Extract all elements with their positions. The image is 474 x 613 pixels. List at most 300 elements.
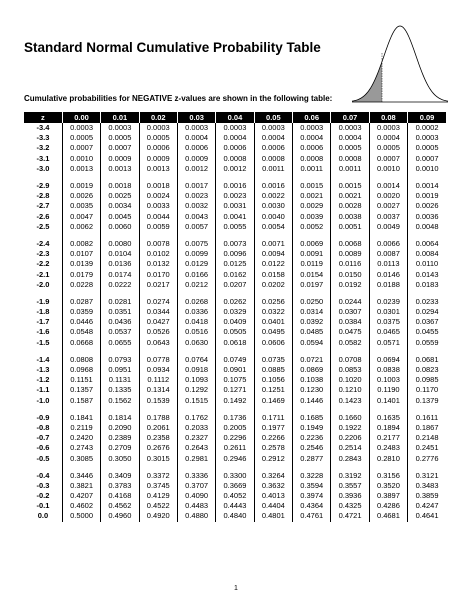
probability-cell: 0.0013	[139, 164, 177, 174]
probability-cell: 0.0052	[293, 222, 331, 232]
group-spacer	[24, 174, 446, 181]
header-col: 0.04	[216, 112, 254, 123]
table-row	[24, 164, 446, 174]
probability-cell: 0.1762	[177, 413, 215, 423]
z-value-cell: -2.1	[24, 269, 62, 279]
probability-cell: 0.0007	[369, 154, 407, 164]
z-value-cell: -0.2	[24, 491, 62, 501]
probability-cell: 0.1292	[177, 385, 215, 395]
probability-cell: 0.2743	[62, 443, 100, 453]
probability-cell: 0.3446	[62, 471, 100, 481]
probability-cell: 0.0968	[62, 365, 100, 375]
probability-cell: 0.2912	[254, 453, 292, 463]
probability-cell: 0.0028	[331, 201, 369, 211]
probability-cell: 0.0006	[139, 143, 177, 153]
probability-cell: 0.4129	[139, 491, 177, 501]
spacer-cell	[293, 232, 331, 239]
probability-cell: 0.1894	[369, 423, 407, 433]
probability-cell: 0.0102	[139, 249, 177, 259]
probability-cell: 0.1401	[369, 396, 407, 406]
spacer-cell	[216, 290, 254, 297]
probability-cell: 0.0043	[177, 212, 215, 222]
probability-cell: 0.0003	[101, 123, 139, 133]
probability-cell: 0.0301	[369, 307, 407, 317]
probability-cell: 0.0003	[216, 123, 254, 133]
table-row	[24, 471, 446, 481]
probability-cell: 0.1075	[216, 375, 254, 385]
probability-cell: 0.1151	[62, 375, 100, 385]
spacer-cell	[139, 464, 177, 471]
probability-cell: 0.3594	[293, 481, 331, 491]
probability-cell: 0.3192	[331, 471, 369, 481]
spacer-cell	[293, 406, 331, 413]
probability-cell: 0.0008	[216, 154, 254, 164]
probability-cell: 0.0735	[254, 355, 292, 365]
probability-cell: 0.0020	[369, 191, 407, 201]
probability-cell: 0.0019	[415, 191, 439, 201]
probability-cell: 0.2119	[62, 423, 100, 433]
spacer-cell	[369, 232, 407, 239]
table-row	[24, 201, 446, 211]
probability-cell: 0.0024	[139, 191, 177, 201]
z-value-cell: 0.0	[24, 511, 62, 521]
probability-cell: 0.3156	[369, 471, 407, 481]
probability-cell: 0.0003	[369, 123, 407, 133]
probability-cell: 0.2327	[177, 433, 215, 443]
table-row	[24, 143, 446, 153]
probability-cell: 0.0057	[177, 222, 215, 232]
spacer-cell	[369, 174, 407, 181]
z-value-cell: -1.3	[24, 365, 62, 375]
spacer-cell	[293, 174, 331, 181]
table-row	[24, 222, 446, 232]
probability-cell: 0.4247	[415, 501, 439, 511]
probability-cell: 0.1711	[254, 413, 292, 423]
probability-cell: 0.2676	[139, 443, 177, 453]
probability-cell: 0.0016	[254, 181, 292, 191]
probability-cell: 0.0007	[415, 153, 439, 163]
probability-cell: 0.0078	[139, 239, 177, 249]
probability-cell: 0.4681	[369, 511, 407, 521]
probability-cell: 0.0708	[331, 355, 369, 365]
probability-cell: 0.2420	[62, 433, 100, 443]
probability-cell: 0.0336	[177, 307, 215, 317]
normal-curve-illustration	[350, 14, 450, 106]
probability-cell: 0.0166	[177, 269, 215, 279]
probability-cell: 0.2148	[415, 433, 439, 443]
probability-cell: 0.0005	[415, 143, 439, 153]
spacer-cell	[62, 406, 100, 413]
probability-cell: 0.2266	[254, 433, 292, 443]
table-row	[24, 249, 446, 259]
probability-cell: 0.0174	[101, 269, 139, 279]
probability-cell: 0.2177	[369, 433, 407, 443]
probability-cell: 0.0418	[177, 317, 215, 327]
spacer-cell	[331, 348, 369, 355]
z-value-cell: -1.0	[24, 396, 62, 406]
probability-cell: 0.0006	[216, 143, 254, 153]
probability-cell: 0.0033	[139, 201, 177, 211]
probability-cell: 0.1635	[369, 413, 407, 423]
probability-cell: 0.2981	[177, 453, 215, 463]
probability-cell: 0.0192	[331, 280, 369, 290]
group-spacer	[24, 406, 446, 413]
probability-cell: 0.3085	[62, 453, 100, 463]
probability-cell: 0.0618	[216, 338, 254, 348]
table-row	[24, 413, 446, 423]
probability-cell: 0.0485	[293, 327, 331, 337]
probability-cell: 0.0934	[139, 365, 177, 375]
probability-cell: 0.1093	[177, 375, 215, 385]
probability-cell: 0.0668	[62, 338, 100, 348]
probability-cell: 0.0011	[293, 164, 331, 174]
probability-cell: 0.4013	[254, 491, 292, 501]
probability-cell: 0.4207	[62, 491, 100, 501]
page-number: 1	[234, 585, 238, 592]
spacer-cell	[331, 232, 369, 239]
z-value-cell: -1.1	[24, 385, 62, 395]
table-row	[24, 307, 446, 317]
probability-cell: 0.0359	[62, 307, 100, 317]
spacer-cell	[177, 290, 215, 297]
z-value-cell: -0.4	[24, 471, 62, 481]
probability-cell: 0.0073	[216, 239, 254, 249]
probability-cell: 0.0268	[177, 297, 215, 307]
probability-cell: 0.0104	[101, 249, 139, 259]
probability-cell: 0.1949	[293, 423, 331, 433]
probability-cell: 0.1357	[62, 385, 100, 395]
probability-cell: 0.0005	[62, 133, 100, 143]
probability-cell: 0.1841	[62, 413, 100, 423]
table-header-row	[24, 112, 446, 123]
table-row	[24, 181, 446, 191]
probability-cell: 0.3483	[415, 480, 439, 490]
probability-cell: 0.0099	[177, 249, 215, 259]
probability-cell: 0.1492	[216, 396, 254, 406]
probability-cell: 0.0559	[415, 337, 439, 347]
probability-cell: 0.1587	[62, 396, 100, 406]
z-value-cell: -0.6	[24, 443, 62, 453]
probability-cell: 0.1922	[331, 423, 369, 433]
probability-cell: 0.0023	[216, 191, 254, 201]
probability-cell: 0.1314	[139, 385, 177, 395]
spacer-cell	[293, 348, 331, 355]
probability-cell: 0.0853	[331, 365, 369, 375]
probability-cell: 0.0059	[139, 222, 177, 232]
probability-cell: 0.2451	[415, 443, 439, 453]
probability-cell: 0.0136	[101, 259, 139, 269]
probability-cell: 0.0008	[254, 154, 292, 164]
spacer-cell	[408, 406, 446, 413]
probability-cell: 0.0022	[254, 191, 292, 201]
table-row	[24, 269, 446, 279]
probability-cell: 0.0080	[101, 239, 139, 249]
probability-cell: 0.0516	[177, 327, 215, 337]
probability-cell: 0.0015	[331, 181, 369, 191]
probability-cell: 0.0019	[62, 181, 100, 191]
z-value-cell: -0.3	[24, 481, 62, 491]
probability-cell: 0.0023	[177, 191, 215, 201]
probability-cell: 0.0630	[177, 338, 215, 348]
probability-cell: 0.2005	[216, 423, 254, 433]
probability-cell: 0.0329	[216, 307, 254, 317]
spacer-cell	[408, 464, 446, 471]
probability-cell: 0.4721	[331, 511, 369, 521]
z-value-cell: -3.1	[24, 154, 62, 164]
probability-cell: 0.2946	[216, 453, 254, 463]
probability-cell: 0.0008	[293, 154, 331, 164]
spacer-cell	[24, 232, 62, 239]
probability-cell: 0.0044	[139, 212, 177, 222]
z-value-cell: -3.0	[24, 164, 62, 174]
spacer-cell	[254, 464, 292, 471]
spacer-cell	[62, 348, 100, 355]
spacer-cell	[177, 174, 215, 181]
probability-cell: 0.0029	[293, 201, 331, 211]
probability-cell: 0.4801	[254, 511, 292, 521]
z-value-cell: -0.9	[24, 413, 62, 423]
probability-cell: 0.2776	[415, 453, 439, 463]
spacer-cell	[101, 348, 139, 355]
probability-cell: 0.0005	[369, 143, 407, 153]
probability-cell: 0.0202	[254, 280, 292, 290]
z-table	[24, 112, 446, 522]
header-col: 0.07	[331, 112, 369, 123]
probability-cell: 0.1539	[139, 396, 177, 406]
probability-cell: 0.2206	[331, 433, 369, 443]
probability-cell: 0.4286	[369, 501, 407, 511]
probability-cell: 0.0014	[369, 181, 407, 191]
probability-cell: 0.0465	[369, 327, 407, 337]
probability-cell: 0.0066	[369, 239, 407, 249]
spacer-cell	[254, 174, 292, 181]
probability-cell: 0.0183	[415, 279, 439, 289]
probability-cell: 0.0571	[369, 338, 407, 348]
probability-cell: 0.3050	[101, 453, 139, 463]
table-row	[24, 511, 446, 521]
probability-cell: 0.3015	[139, 453, 177, 463]
probability-cell: 0.0003	[62, 123, 100, 133]
probability-cell: 0.3821	[62, 481, 100, 491]
probability-cell: 0.0012	[216, 164, 254, 174]
probability-cell: 0.0436	[101, 317, 139, 327]
table-row	[24, 443, 446, 453]
spacer-cell	[293, 290, 331, 297]
probability-cell: 0.1271	[216, 385, 254, 395]
probability-cell: 0.0401	[254, 317, 292, 327]
probability-cell: 0.0778	[139, 355, 177, 365]
probability-cell: 0.0537	[101, 327, 139, 337]
probability-cell: 0.1190	[369, 385, 407, 395]
probability-cell: 0.0096	[216, 249, 254, 259]
probability-cell: 0.2843	[331, 453, 369, 463]
probability-cell: 0.0055	[216, 222, 254, 232]
probability-cell: 0.3264	[254, 471, 292, 481]
probability-cell: 0.0274	[139, 297, 177, 307]
probability-cell: 0.3520	[369, 481, 407, 491]
z-value-cell: -0.1	[24, 501, 62, 511]
probability-cell: 0.0207	[216, 280, 254, 290]
spacer-cell	[216, 232, 254, 239]
spacer-cell	[24, 348, 62, 355]
spacer-cell	[139, 348, 177, 355]
spacer-cell	[331, 174, 369, 181]
probability-cell: 0.4168	[101, 491, 139, 501]
z-value-cell: -2.6	[24, 212, 62, 222]
table-row	[24, 317, 446, 327]
probability-cell: 0.0188	[369, 280, 407, 290]
probability-cell: 0.3336	[177, 471, 215, 481]
probability-cell: 0.3632	[254, 481, 292, 491]
probability-cell: 0.4522	[139, 501, 177, 511]
probability-cell: 0.0764	[177, 355, 215, 365]
probability-cell: 0.0027	[369, 201, 407, 211]
probability-cell: 0.3669	[216, 481, 254, 491]
probability-cell: 0.0228	[62, 280, 100, 290]
spacer-cell	[408, 290, 446, 297]
probability-cell: 0.0244	[331, 297, 369, 307]
probability-cell: 0.4761	[293, 511, 331, 521]
probability-cell: 0.0885	[254, 365, 292, 375]
spacer-cell	[62, 464, 100, 471]
probability-cell: 0.0037	[369, 212, 407, 222]
header-col: 0.06	[293, 112, 331, 123]
z-value-cell: -1.8	[24, 307, 62, 317]
probability-cell: 0.0004	[177, 133, 215, 143]
spacer-cell	[331, 464, 369, 471]
header-col: 0.05	[254, 112, 292, 123]
z-value-cell: -2.5	[24, 222, 62, 232]
spacer-cell	[254, 406, 292, 413]
table-row	[24, 239, 446, 249]
probability-cell: 0.3974	[293, 491, 331, 501]
probability-cell: 0.0367	[415, 317, 439, 327]
z-value-cell: -1.7	[24, 317, 62, 327]
header-col: 0.00	[62, 112, 100, 123]
probability-cell: 0.0116	[331, 259, 369, 269]
probability-cell: 0.0007	[62, 143, 100, 153]
probability-cell: 0.0038	[331, 212, 369, 222]
probability-cell: 0.4602	[62, 501, 100, 511]
probability-cell: 0.0051	[331, 222, 369, 232]
spacer-cell	[177, 232, 215, 239]
probability-cell: 0.3409	[101, 471, 139, 481]
probability-cell: 0.0003	[415, 133, 439, 143]
probability-cell: 0.0011	[254, 164, 292, 174]
probability-cell: 0.0071	[254, 239, 292, 249]
probability-cell: 0.1814	[101, 413, 139, 423]
z-value-cell: -0.5	[24, 453, 62, 463]
header-col: 0.01	[101, 112, 139, 123]
spacer-cell	[62, 174, 100, 181]
probability-cell: 0.0951	[101, 365, 139, 375]
table-row	[24, 280, 446, 290]
table-row	[24, 297, 446, 307]
probability-cell: 0.0495	[254, 327, 292, 337]
table-row	[24, 212, 446, 222]
probability-cell: 0.0918	[177, 365, 215, 375]
probability-cell: 0.0026	[415, 201, 439, 211]
probability-cell: 0.0018	[139, 181, 177, 191]
group-spacer	[24, 348, 446, 355]
probability-cell: 0.2090	[101, 423, 139, 433]
probability-cell: 0.0003	[293, 123, 331, 133]
table-row	[24, 453, 446, 463]
probability-cell: 0.0045	[101, 212, 139, 222]
spacer-cell	[216, 174, 254, 181]
probability-cell: 0.3121	[415, 470, 439, 480]
probability-cell: 0.4641	[415, 511, 439, 521]
z-value-cell: -3.2	[24, 143, 62, 153]
probability-cell: 0.0409	[216, 317, 254, 327]
probability-cell: 0.0256	[254, 297, 292, 307]
z-value-cell: -0.8	[24, 423, 62, 433]
probability-cell: 0.0064	[415, 238, 439, 248]
probability-cell: 0.0143	[415, 269, 439, 279]
probability-cell: 0.0008	[331, 154, 369, 164]
probability-cell: 0.3859	[415, 491, 439, 501]
z-value-cell: -1.4	[24, 355, 62, 365]
probability-cell: 0.4562	[101, 501, 139, 511]
probability-cell: 0.0011	[331, 164, 369, 174]
table-row	[24, 154, 446, 164]
probability-cell: 0.0162	[216, 269, 254, 279]
probability-cell: 0.0375	[369, 317, 407, 327]
probability-cell: 0.0054	[254, 222, 292, 232]
probability-cell: 0.0643	[139, 338, 177, 348]
probability-cell: 0.2483	[369, 443, 407, 453]
spacer-cell	[62, 232, 100, 239]
spacer-cell	[254, 232, 292, 239]
probability-cell: 0.0013	[62, 164, 100, 174]
table-row	[24, 396, 446, 406]
probability-cell: 0.0694	[369, 355, 407, 365]
table-row	[24, 375, 446, 385]
probability-cell: 0.2514	[331, 443, 369, 453]
probability-cell: 0.0062	[62, 222, 100, 232]
probability-cell: 0.5000	[62, 511, 100, 521]
probability-cell: 0.0212	[177, 280, 215, 290]
z-value-cell: -2.0	[24, 280, 62, 290]
probability-cell: 0.1446	[293, 396, 331, 406]
probability-cell: 0.2236	[293, 433, 331, 443]
probability-cell: 0.0084	[415, 249, 439, 259]
probability-cell: 0.0281	[101, 297, 139, 307]
probability-cell: 0.0287	[62, 297, 100, 307]
probability-cell: 0.2546	[293, 443, 331, 453]
probability-cell: 0.3783	[101, 481, 139, 491]
header-col: 0.02	[139, 112, 177, 123]
probability-cell: 0.3372	[139, 471, 177, 481]
table-caption: Cumulative probabilities for NEGATIVE z-values are shown in the following table:	[24, 94, 333, 103]
table-row	[24, 191, 446, 201]
table-row	[24, 481, 446, 491]
probability-cell: 0.4840	[216, 511, 254, 521]
spacer-cell	[254, 348, 292, 355]
probability-cell: 0.0002	[415, 123, 439, 133]
spacer-cell	[101, 232, 139, 239]
probability-cell: 0.0006	[254, 143, 292, 153]
probability-cell: 0.1736	[216, 413, 254, 423]
probability-cell: 0.0005	[101, 133, 139, 143]
probability-cell: 0.1977	[254, 423, 292, 433]
table-row	[24, 123, 446, 133]
spacer-cell	[408, 348, 446, 355]
probability-cell: 0.0040	[254, 212, 292, 222]
probability-cell: 0.0018	[101, 181, 139, 191]
z-value-cell: -2.8	[24, 191, 62, 201]
z-value-cell: -3.3	[24, 133, 62, 143]
